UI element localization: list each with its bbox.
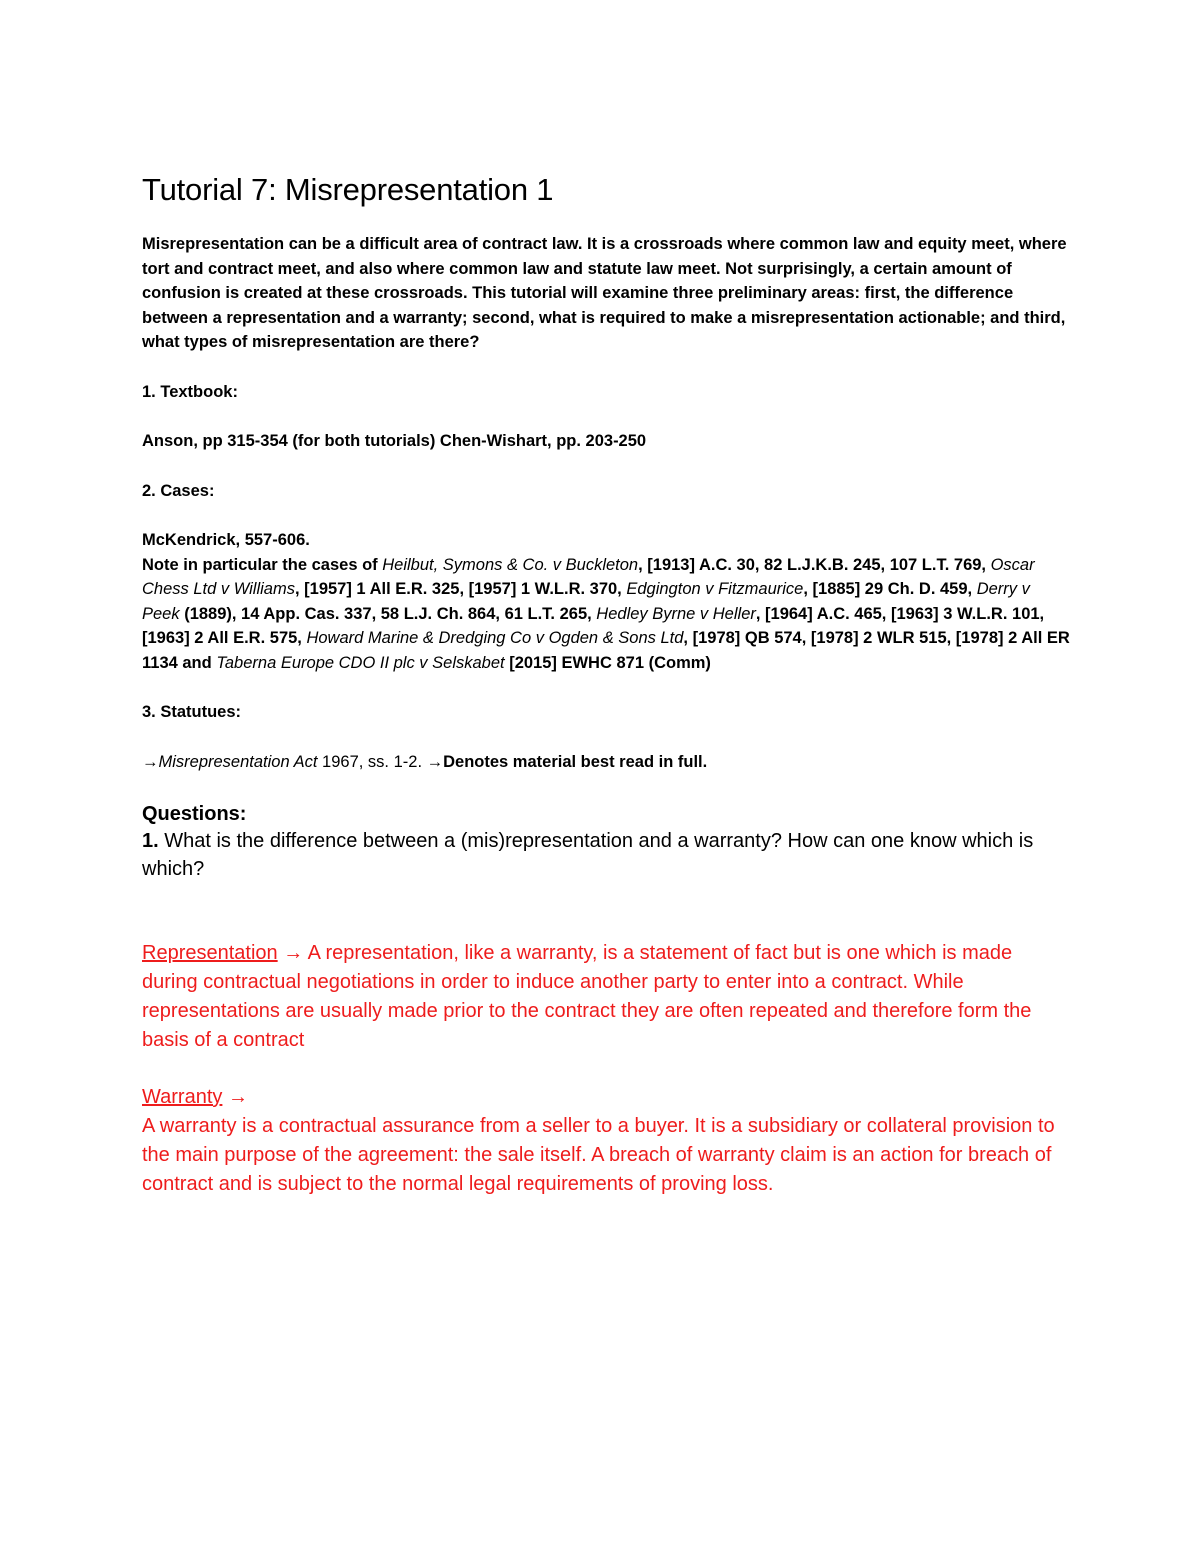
question-1 — [142, 827, 1072, 883]
case-citation: (1889), 14 App. Cas. 337, 58 L.J. Ch. 864, 61 L.T. 265, — [179, 604, 597, 623]
case-name: Derry v Peek — [142, 580, 1030, 623]
statute-note: Denotes material best read in full. — [443, 752, 708, 771]
case-name: Heilbut, Symons & Co. v Buckleton — [382, 555, 639, 574]
statutes-heading: 3. Statutues: — [142, 703, 242, 721]
case-citation: [2015] EWHC 871 (Comm) — [504, 653, 711, 672]
mckendrick-reference: McKendrick, 557-606. — [142, 531, 310, 549]
textbook-text: Anson, pp 315-354 (for both tutorials) Chen-Wishart, pp. 203-250 — [142, 432, 647, 450]
cases-note-prefix: Note in particular the cases of — [142, 555, 383, 574]
statute-line — [142, 750, 1072, 775]
case-name: Taberna Europe CDO II plc v Selskabet — [216, 653, 505, 672]
question-text: What is the difference between a (mis)representation and a warranty? How can one know which is which? — [142, 830, 1034, 880]
representation-term: Representation — [142, 942, 278, 964]
case-name: Hedley Byrne v Heller — [596, 604, 756, 623]
case-citation: , [1885] 29 Ch. D. 459, — [803, 580, 977, 598]
warranty-text: A warranty is a contractual assurance from a seller to a buyer. It is a subsidiary or collateral provision to the main purpose of the agreement: the sale itself. A breach of warranty claim is an action for breach of contract and is subject to the normal legal requirements of proving loss. — [142, 1115, 1055, 1195]
cases-heading: 2. Cases: — [142, 481, 215, 500]
case-citation: , [1913] A.C. 30, 82 L.J.K.B. 245, 107 L.T. 769, — [638, 555, 991, 574]
representation-text: A representation, like a warranty, is a statement of fact but is one which is made during contractual negotiations in order to induce another party to enter into a contract. While representations are usually made prior to the contract they are often repeated and therefore form the basis of a contract — [142, 942, 1032, 1051]
case-name: Howard Marine & Dredging Co v Ogden & Sons Ltd — [306, 629, 684, 647]
textbook-heading: 1. Textbook: — [142, 382, 238, 401]
case-citation: , [1978] QB 574, [1978] 2 WLR 515, [1978] 2 All ER 1134 and — [142, 629, 1070, 672]
arrow-icon: → — [277, 942, 308, 964]
case-name: Edgington v Fitzmaurice — [626, 580, 804, 598]
answer-representation — [142, 939, 1072, 1055]
case-citation: , [1964] A.C. 465, [1963] 3 W.L.R. 101, [1963] 2 All E.R. 575, — [142, 604, 1045, 647]
statute-name: Misrepresentation Act — [158, 752, 318, 771]
question-number: 1. — [142, 830, 159, 852]
case-citation: , [1957] 1 All E.R. 325, [1957] 1 W.L.R. 370, — [294, 580, 627, 598]
arrow-icon: → — [142, 752, 159, 771]
cases-note — [142, 556, 1070, 672]
arrow-icon: → — [426, 752, 444, 771]
statute-citation: 1967, ss. 1-2. — [317, 752, 427, 771]
case-name: Oscar Chess Ltd v Williams — [142, 555, 1035, 598]
arrow-icon: → — [222, 1086, 248, 1108]
answer-warranty — [142, 1083, 1072, 1199]
intro-paragraph: Misrepresentation can be a difficult area of contract law. It is a crossroads where common law and equity meet, where tort and contract meet, and also where common law and statute law meet. Not surprisingly, a certain amount of confusion is created at these crossroads. This tutorial will examine three preliminary areas: first, the difference between a representation and a warranty; second, what is required to make a misrepresentation actionable; and third, what types of misrepresentation are there? — [142, 235, 1067, 351]
document-page — [142, 170, 1072, 1227]
cases-block — [142, 528, 1072, 675]
warranty-term: Warranty — [142, 1086, 223, 1108]
questions-heading: Questions: — [142, 803, 247, 825]
page-title: Tutorial 7: Misrepresentation 1 — [142, 172, 554, 207]
